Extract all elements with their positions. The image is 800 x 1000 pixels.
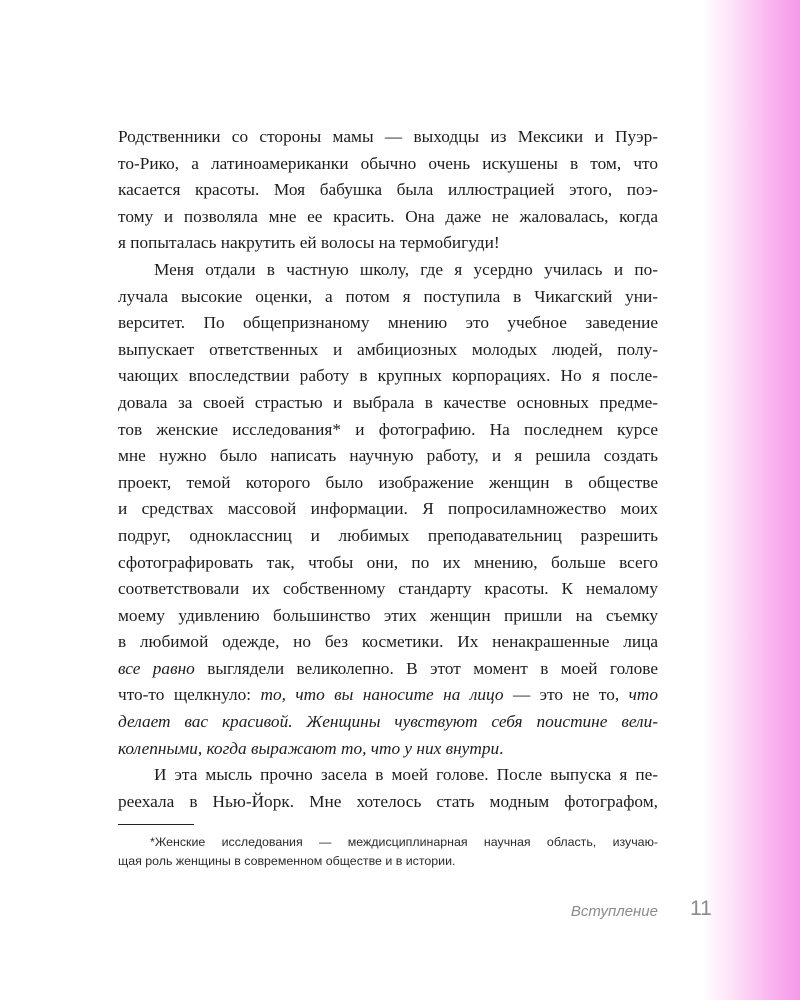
text-line: тому и позволяла мне ее красить. Она даже не жаловалась, когда — [118, 206, 658, 226]
text-line: соответствовали их собственному стандарту красоты. К немалому — [118, 579, 658, 599]
text-line: чающих впоследствии работу в крупных корпорациях. Но я после- — [118, 366, 658, 386]
text-line — [118, 656, 658, 683]
text-line: реехала в Нью-Йорк. Мне хотелось стать модным фотографом, — [118, 791, 658, 811]
text-line: делает вас красивой. Женщины чувствуют себя поистине вели- — [118, 712, 658, 732]
italic-phrase: то, что вы наносите на лицо — [260, 685, 504, 705]
italic-phrase: все равно — [118, 658, 195, 678]
text-segment: — это не то, — [503, 685, 629, 705]
text-line: И эта мысль прочно засела в моей голове. После выпуска я пе- — [154, 765, 658, 785]
text-line: проект, темой которого было изображение женщин в обществе — [118, 472, 658, 492]
text-line: в любимой одежде, но без косметики. Их ненакрашенные лица — [118, 632, 658, 652]
text-segment: выглядели великолепно. В этот момент в моей голове — [194, 658, 658, 678]
footnote-separator — [118, 824, 194, 825]
text-line: верситет. По общепризнаному мнению это учебное заведение — [118, 313, 658, 333]
text-line: и средствах массовой информации. Я попросиламножество моих — [118, 499, 658, 519]
text-line: моему удивлению большинство этих женщин пришли на съемку — [118, 605, 658, 625]
text-line: довала за своей страстью и выбрала в качестве основных предме- — [118, 392, 658, 412]
text-line: тов женские исследования* и фотографию. На последнем курсе — [118, 419, 658, 439]
footnote-line: щая роль женщины в современном обществе и в истории. — [118, 853, 456, 868]
text-line — [118, 682, 658, 709]
italic-phrase: колепными, когда выражают то, что у них внутри — [118, 738, 500, 758]
text-line: касается красоты. Моя бабушка была иллюстрацией этого, поэ- — [118, 180, 658, 200]
footnote — [118, 833, 658, 870]
text-line: сфотографировать так, чтобы они, по их мнению, больше всего — [118, 552, 658, 572]
text-line — [118, 736, 658, 763]
text-line: мне нужно было написать научную работу, и я решила создать — [118, 446, 658, 466]
text-segment: что-то щелкнуло: — [118, 685, 261, 705]
text-line: лучала высокие оценки, а потом я поступила в Чикагский уни- — [118, 286, 658, 306]
body-text — [118, 124, 658, 815]
running-head: Вступление — [570, 903, 658, 920]
italic-phrase: что — [628, 685, 658, 705]
footnote-line: *Женские исследования — междисциплинарная научная область, изучаю- — [150, 835, 658, 849]
text-line: то-Рико, а латиноамериканки обычно очень искушены в том, что — [118, 153, 658, 173]
page-number: 11 — [690, 897, 712, 920]
page-edge-color-tab — [702, 0, 800, 1000]
text-line: я попыталась накрутить ей волосы на термобигуди! — [118, 233, 500, 253]
text-line: подруг, одноклассниц и любимых преподавательниц разрешить — [118, 525, 658, 545]
text-line: выпускает ответственных и амбициозных молодых людей, полу- — [118, 339, 658, 359]
text-line: Меня отдали в частную школу, где я усердно училась и по- — [154, 259, 658, 279]
text-line: Родственники со стороны мамы — выходцы из Мексики и Пуэр- — [118, 127, 658, 146]
text-segment: . — [499, 738, 504, 758]
